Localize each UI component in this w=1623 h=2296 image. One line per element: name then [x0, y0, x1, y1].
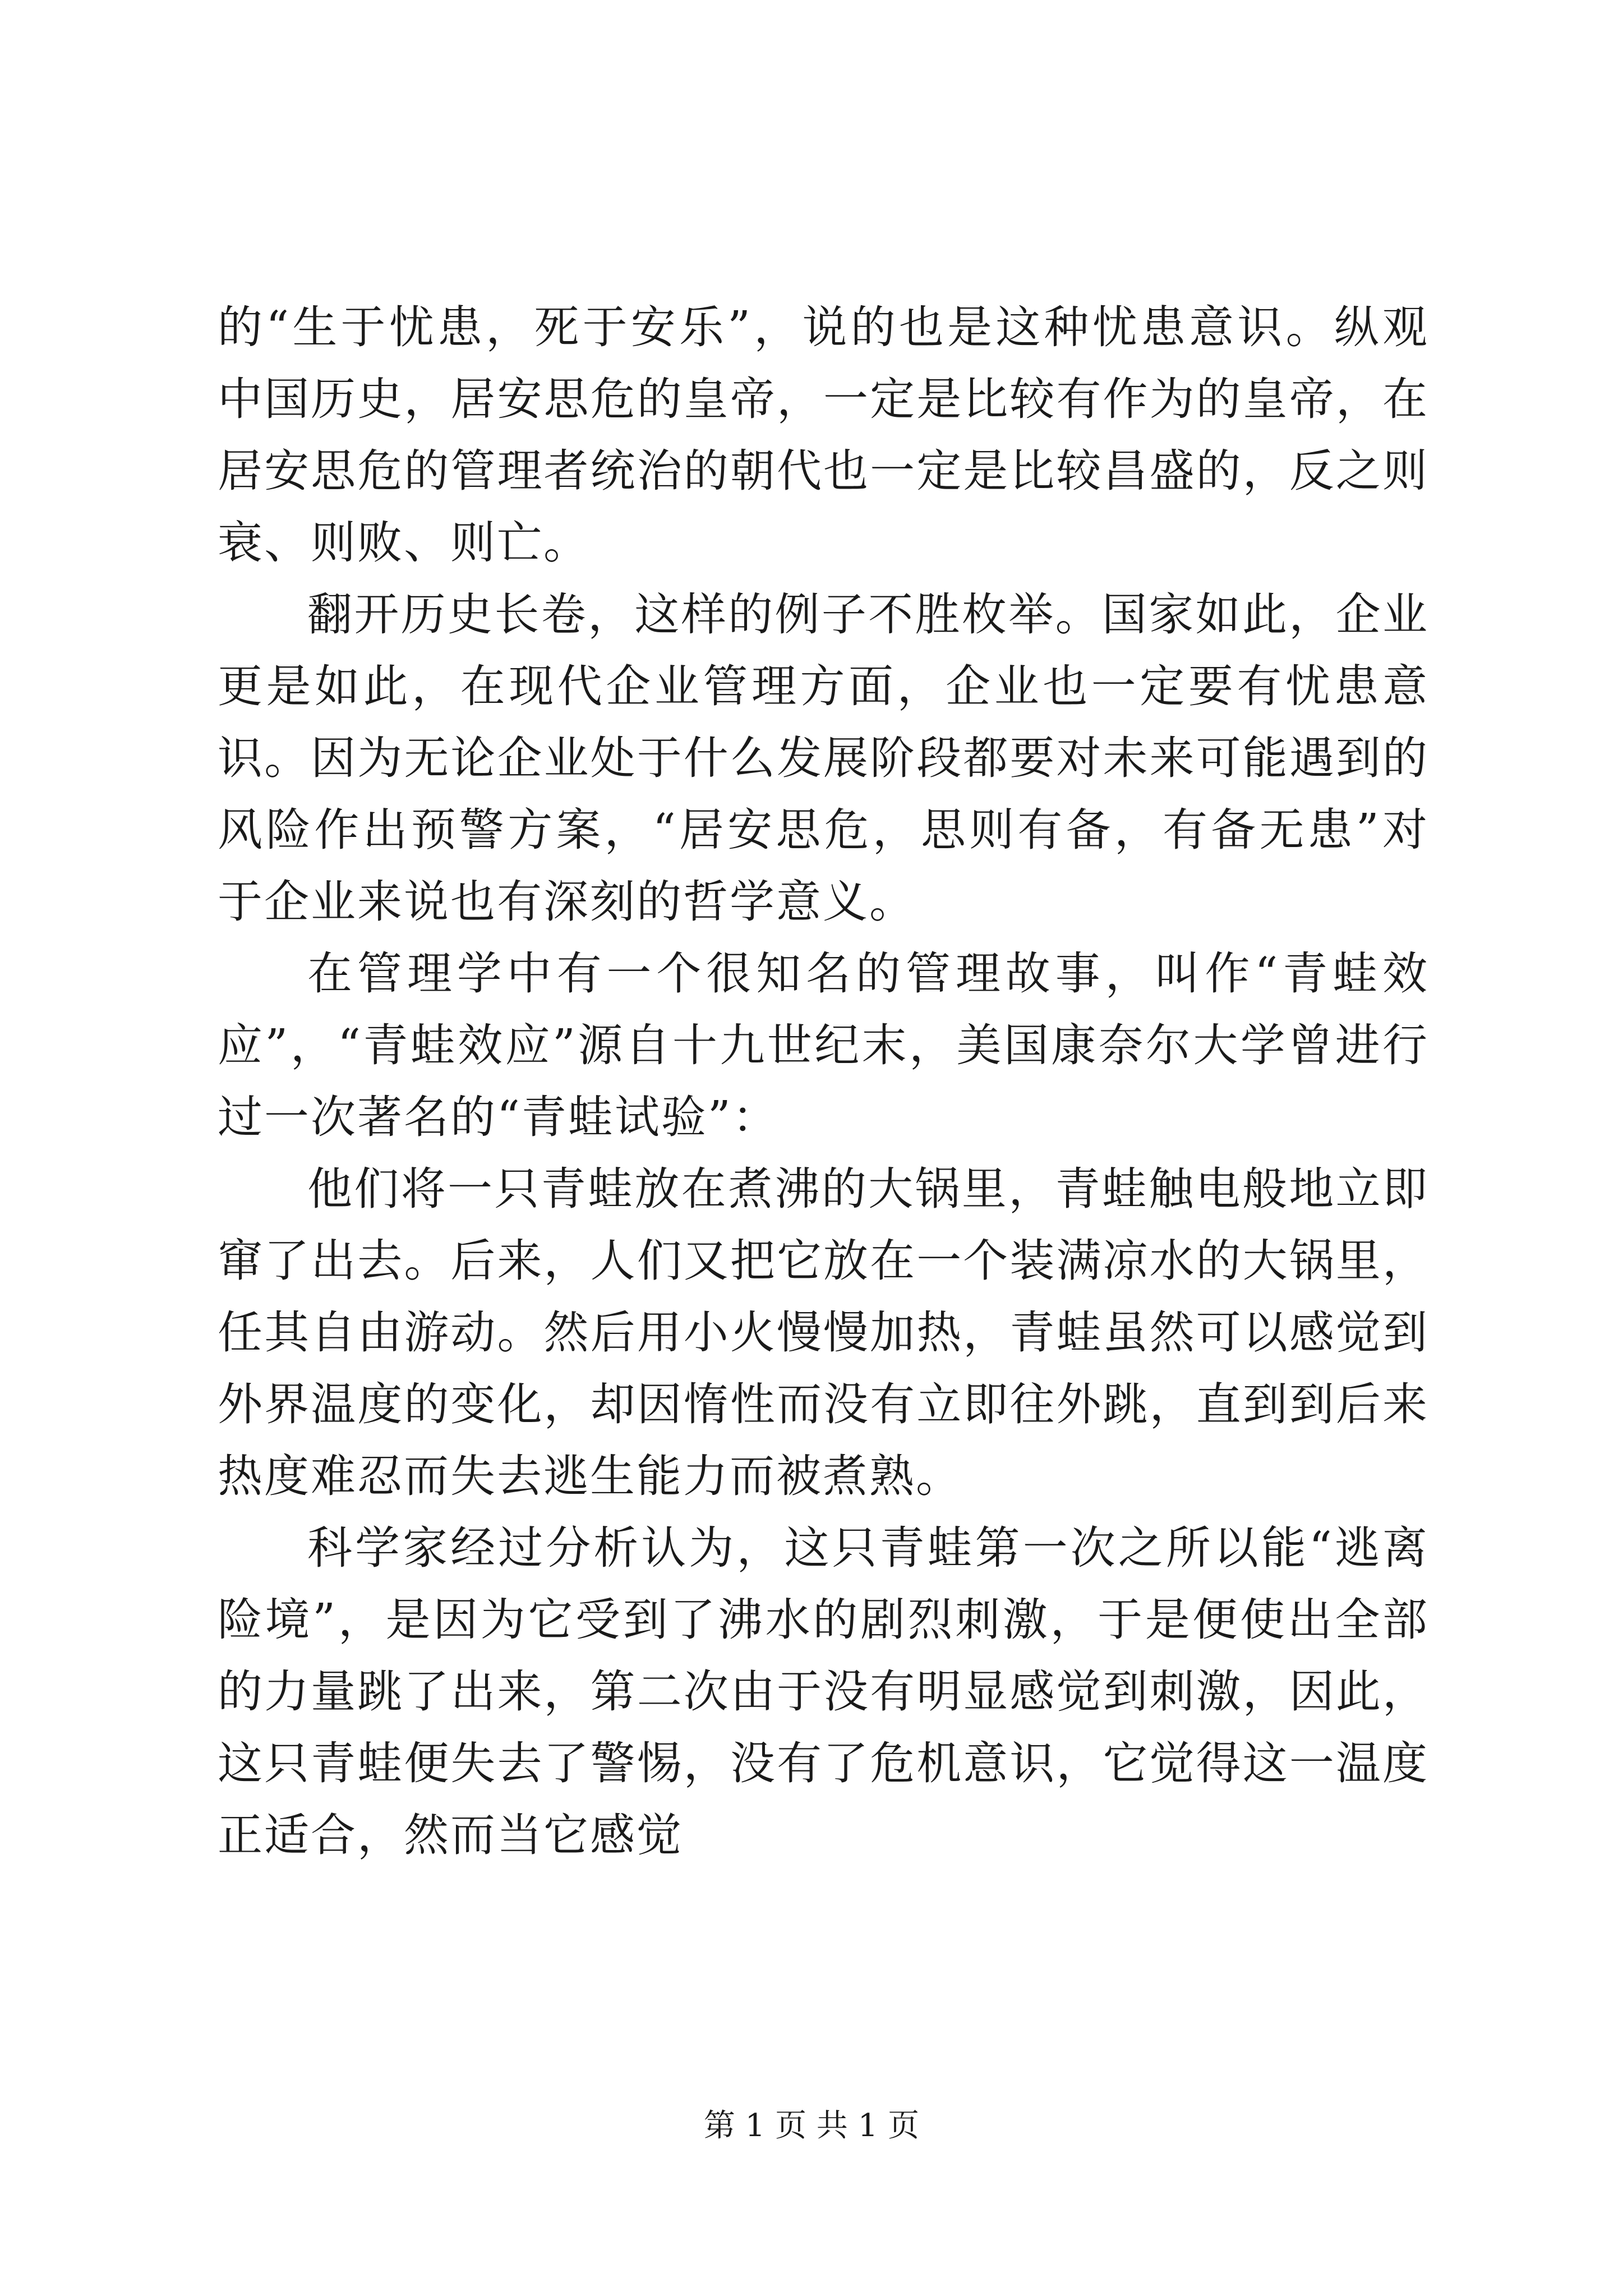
paragraph-5: 科学家经过分析认为，这只青蛙第一次之所以能“逃离险境”，是因为它受到了沸水的剧烈刺激，于是便使出全部的力量跳了出来，第二次由于没有明显感觉到刺激，因此，这只青蛙便失去了警惕，没有了危机意识，它觉得这一温度正适合，然而当它感觉: [218, 1522, 1429, 1861]
paragraph-2: 翻开历史长卷，这样的例子不胜枚举。国家如此，企业更是如此，在现代企业管理方面，企业也一定要有忧患意识。因为无论企业处于什么发展阶段都要对未来可能遇到的风险作出预警方案，“居安思危，思则有备，有备无患”对于企业来说也有深刻的哲学意义。: [218, 588, 1429, 928]
paragraph-4: 他们将一只青蛙放在煮沸的大锅里，青蛙触电般地立即窜了出去。后来，人们又把它放在一个装满凉水的大锅里，任其自由游动。然后用小火慢慢加热，青蛙虽然可以感觉到外界温度的变化，却因惰性而没有立即往外跳，直到到后来热度难忍而失去逃生能力而被煮熟。: [218, 1163, 1429, 1502]
document-body: [218, 292, 1429, 1871]
paragraph-1: 的“生于忧患，死于安乐”，说的也是这种忧患意识。纵观中国历史，居安思危的皇帝，一定是比较有作为的皇帝，在居安思危的管理者统治的朝代也一定是比较昌盛的，反之则衰、则败、则亡。: [218, 301, 1429, 569]
page-footer: 第 1 页 共 1 页: [703, 2108, 920, 2144]
paragraph-3: 在管理学中有一个很知名的管理故事，叫作“青蛙效应”，“青蛙效应”源自十九世纪末，美国康奈尔大学曾进行过一次著名的“青蛙试验”：: [218, 947, 1429, 1143]
